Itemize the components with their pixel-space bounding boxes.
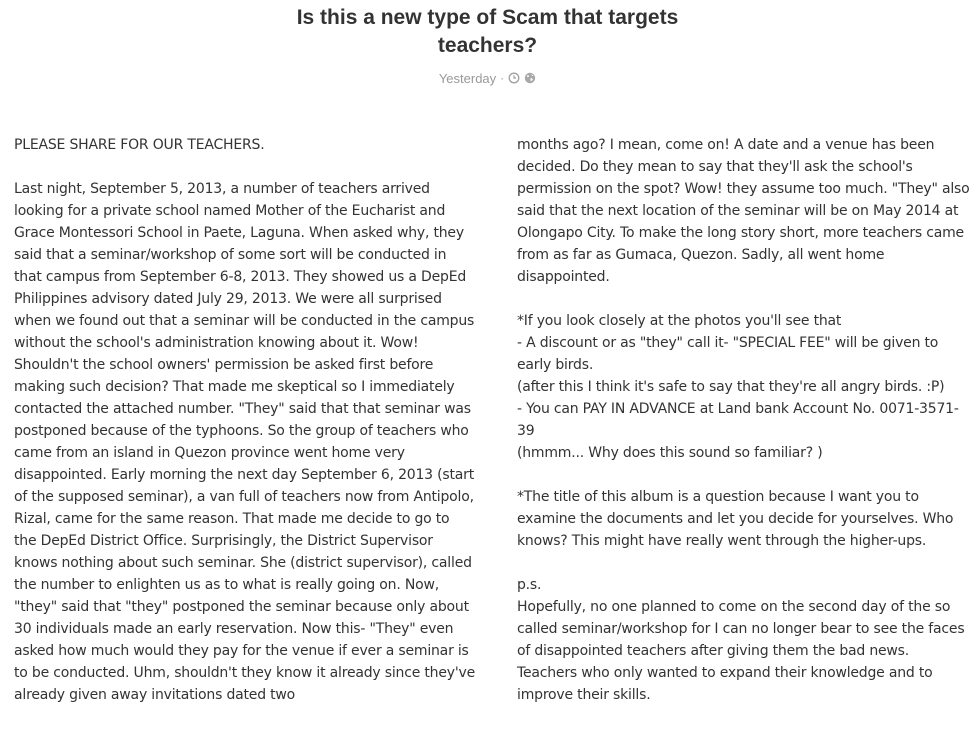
post-timestamp[interactable]: Yesterday: [438, 70, 497, 86]
paragraph-gap: [517, 552, 972, 574]
paragraph-line: - You can PAY IN ADVANCE at Land bank Account No. 0071-3571-39: [517, 401, 959, 439]
paragraph: PLEASE SHARE FOR OUR TEACHERS.: [14, 137, 265, 153]
paragraph-line: p.s.: [517, 577, 542, 593]
paragraph-gap: [517, 464, 972, 486]
paragraph-gap: [517, 288, 972, 310]
paragraph-line: *If you look closely at the photos you'll see that: [517, 313, 842, 329]
paragraph-line: (hmmm... Why does this sound so familiar? ): [517, 445, 823, 461]
paragraph: *The title of this album is a question because I want you to examine the documents and let you decide for yourselves. Who knows? This might have really went through the higher-ups.: [517, 489, 958, 549]
meta-separator: ·: [500, 71, 505, 85]
paragraph: Hopefully, no one planned to come on the second day of the so called seminar/workshop for I can no longer bear to see the faces of disappointed teachers after giving them the bad news. Teachers who only wanted to expand their knowledge and to improve their skills.: [517, 599, 969, 703]
paragraph: months ago? I mean, come on! A date and a venue has been decided. Do they mean to say that they'll ask the school's permission on the spot? Wow! they assume too much. "They" also said that the next location of the seminar will be on May 2014 at Olongapo City. To make the long story short, more teachers came from as far as Gumaca, Quezon. Sadly, all went home disappointed.: [517, 137, 974, 285]
right-column: [517, 134, 972, 706]
paragraph: Last night, September 5, 2013, a number of teachers arrived looking for a private school named Mother of the Eucharist and Grace Montessori School in Paete, Laguna. When asked why, they said that a seminar/workshop of some sort will be conducted in that campus from September 6-8, 2013. They showed us a DepEd Philippines advisory dated July 29, 2013. We were all surprised when we found out that a seminar will be conducted in the campus without the school's administration knowing about it. Wow! Shouldn't the school owners' permission be asked first before making such decision? That made me skeptical so I immediately contacted the attached number. "They" said that that seminar was postponed because of the typhoons. So the group of teachers who came from an island in Quezon province went home very disappointed. Early morning the next day September 6, 2013 (start of the supposed seminar), a van full of teachers now from Antipolo, Rizal, came for the same reason. That made me decide to go to the DepEd District Office. Surprisingly, the District Supervisor knows nothing about such seminar. She (district supervisor), called the number to enlighten us as to what is really going on. Now, "they" said that "they" postponed the seminar because only about 30 individuals made an early reservation. Now this- "They" even asked how much would they pay for the venue if ever a seminar is to be conducted. Uhm, shouldn't they know it already since they've already given away invitations dated two: [14, 181, 480, 703]
post-title: Is this a new type of Scam that targets teachers?: [296, 6, 679, 57]
paragraph-gap: [14, 156, 476, 178]
left-column: [14, 134, 480, 706]
paragraph-line: (after this I think it's safe to say that they're all angry birds. :P): [517, 379, 945, 395]
paragraph-line: - A discount or as "they" call it- "SPECIAL FEE" will be given to early birds.: [517, 335, 943, 373]
